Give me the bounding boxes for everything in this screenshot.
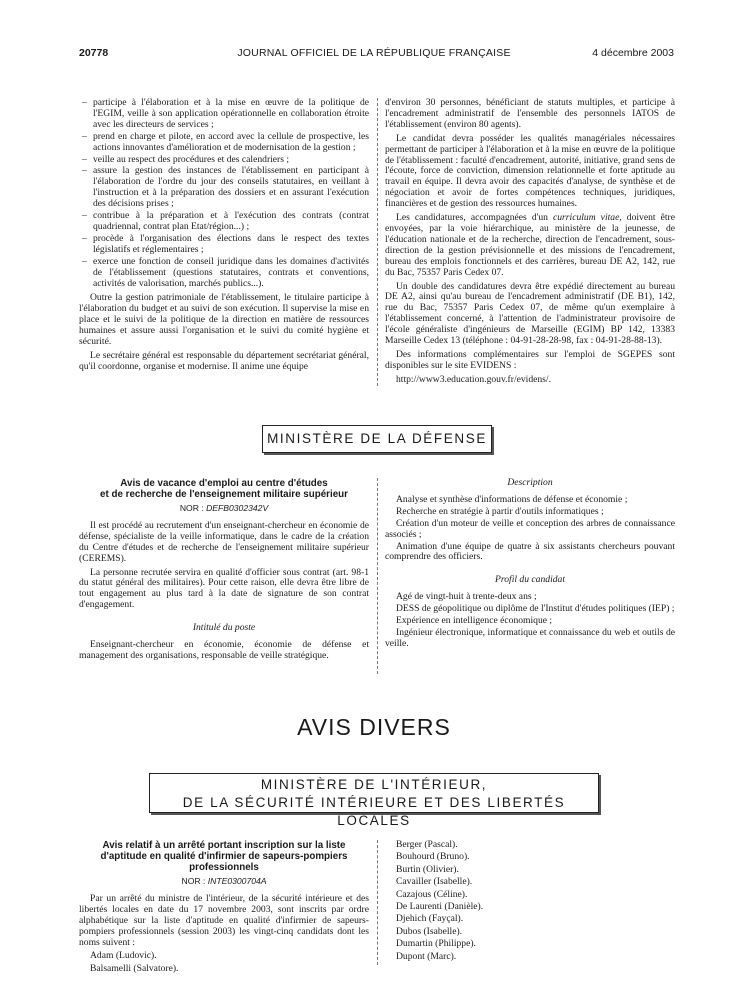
paragraph: d'environ 30 personnes, bénéficiant de statuts multiples, et participe à l'encadrement administratif de l'ensemble des personnels IATOS de l'établissement (environ 80 agents). — [385, 97, 675, 130]
profil-item: Ingénieur électronique, informatique et connaissance du web et outils de veille. — [385, 626, 675, 649]
nor-reference — [79, 503, 369, 514]
duty-item: – prend en charge et pilote, en accord avec la cellule de prospective, les actions innovantes d'amélioration et de modernisation de la gestion ; — [79, 132, 369, 154]
ministry-defense-title: MINISTÈRE DE LA DÉFENSE — [267, 431, 487, 446]
nor-label: NOR : — [179, 503, 207, 513]
section-heading-avis-divers: AVIS DIVERS — [297, 714, 451, 740]
paragraph: Des informations complémentaires sur l'emploi de SGEPES sont disponibles sur le site EVIDENS : — [385, 348, 675, 371]
duty-item: – veille au respect des procédures et des calendriers ; — [79, 155, 369, 166]
paragraph: La personne recrutée servira en qualité d'officier sous contrat (art. 98-1 du statut général des militaires). Pour cette raison, elle devra être libre de tout engagement au plus tard à la date de signature de son contrat d'engagement. — [79, 566, 369, 611]
text-run: , doivent être envoyées, par la voie hiérarchique, au ministère de la jeunesse, de l'éducation nationale et de la recherche, direction de l'encadrement, sous-direction de la gestion prévisionnelle et des missions de l'encadrement, bureau des emplois fonctionnels et des carrières, bureau DE A2, 142, rue du Bac, 75357 Paris Cedex 07. — [385, 212, 676, 278]
candidate-name: Dubos (Isabelle). — [396, 925, 463, 937]
candidate-name: Burtin (Olivier). — [396, 863, 459, 875]
defense-right-column — [385, 478, 675, 651]
description-item: Création d'un moteur de veille et conception des arbres de connaissance associés ; — [385, 517, 675, 540]
top-left-column — [79, 98, 369, 376]
candidate-name: Dumartin (Philippe). — [396, 938, 476, 950]
paragraph: Outre la gestion patrimoniale de l'établissement, le titulaire participe à l'élaboration du budget et au suivi de son exécution. Il supervise la mise en place et le suivi de la politique de la direction en matière de ressources humaines et assure aussi l'organisation et le suivi du comité hygiène et sécurité. — [79, 292, 369, 348]
column-divider — [377, 840, 378, 965]
avis-title-line: Avis de vacance d'emploi au centre d'études — [120, 478, 328, 489]
duty-item: – contribue à la préparation et à l'exécution des contrats (contrat quadriennal, contrat plan Etat/région...) ; — [79, 211, 369, 233]
profil-item: Expérience en intelligence économique ; — [396, 615, 553, 627]
ministry-interior-line: MINISTÈRE DE L'INTÉRIEUR, — [260, 777, 488, 792]
description-item: Recherche en stratégie à partir d'outils informatiques ; — [396, 505, 604, 517]
intitule-heading: Intitulé du poste — [192, 622, 256, 634]
duty-item: – procède à l'organisation des élections dans le respect des textes législatifs et réglementaires ; — [79, 234, 369, 256]
paragraph: Le secrétaire général est responsable du département secrétariat général, qu'il coordonne, organise et modernise. Il anime une équipe — [79, 349, 369, 372]
duty-item: – assure la gestion des instances de l'établissement en participant à l'élaboration de l'ordre du jour des conseils statutaires, en veillant à l'instruction et à la préparation des dossiers et en assurant l'exécution des décisions prises ; — [79, 166, 369, 210]
profil-item: Agé de vingt-huit à trente-deux ans ; — [396, 591, 537, 603]
interior-left-column — [79, 840, 369, 976]
candidate-name: De Laurenti (Danièle). — [396, 901, 484, 913]
paragraph: Il est procédé au recrutement d'un enseignant-chercheur en économie de défense, spécialiste de la veille informatique, dans le cadre de la création du Centre d'études et de recherche de l'enseignement militaire supérieur (CEREMS). — [79, 519, 369, 564]
candidate-name: Djehich (Fayçal). — [396, 913, 464, 925]
column-divider — [377, 478, 378, 674]
candidate-name: Cavailler (Isabelle). — [396, 876, 473, 888]
description-item: Animation d'une équipe de quatre à six assistants chercheurs pouvant comprendre des officiers. — [385, 540, 675, 563]
paragraph: Le candidat devra posséder les qualités managériales nécessaires permettant de participer à l'élaboration et à la mise en œuvre de la politique de l'établissement : faculté d'encadrement, autorité, initiative, grand sens de l'écoute, force de conviction, dimension relationnelle et forte aptitude au travail en équipe. Il devra avoir des capacités d'analyse, de synthèse et de négociation et avoir de fortes compétences techniques, juridiques, financières et de gestion des ressources humaines. — [385, 132, 675, 210]
nor-code: DEFB0302342V — [206, 503, 269, 513]
paragraph — [385, 213, 675, 278]
candidate-name: Dupont (Marc). — [396, 950, 457, 962]
avis-title-line: et de recherche de l'enseignement militaire supérieur — [100, 489, 348, 500]
interior-right-column — [396, 840, 656, 964]
candidate-name: Cazajous (Céline). — [396, 888, 468, 900]
duty-item: – participe à l'élaboration et à la mise en œuvre de la politique de l'EGIM, veille à son application opérationnelle en collaboration étroite avec les directeurs de services ; — [79, 98, 369, 131]
description-list — [385, 495, 675, 563]
issue-date: 4 décembre 2003 — [592, 47, 674, 59]
description-heading: Description — [507, 477, 553, 488]
ministry-interior-line: DE LA SÉCURITÉ INTÉRIEURE ET DES LIBERTÉS LOCALES — [182, 795, 566, 828]
defense-left-column — [79, 478, 369, 665]
ministry-interior-box — [149, 773, 599, 828]
candidate-name: Adam (Ludovic). — [90, 950, 157, 962]
italic-term: curriculum vitae — [553, 212, 620, 224]
description-item: Analyse et synthèse d'informations de défense et économie ; — [396, 493, 628, 505]
paragraph: Enseignant-chercheur en économie, économie de défense et management des organisations, responsable de veille stratégique. — [79, 639, 369, 661]
duties-list — [79, 98, 369, 289]
paragraph: Un double des candidatures devra être expédié directement au bureau DE A2, ainsi qu'au bureau de l'encadrement administratif (DE B1), 142, rue du Bac, 75357 Paris Cedex 07, de même qu'un exemplaire à l'établissement concerné, à l'attention de l'administrateur provisoire de l'école généraliste d'ingénieurs de Marseille (EGIM) BP 142, 13383 Marseille Cedex 13 (téléphone : 04-91-28-28-98, fax : 04-91-28-88-13). — [385, 280, 675, 347]
candidate-name: Balsamelli (Salvatore). — [90, 962, 179, 974]
candidate-name: Berger (Pascal). — [396, 839, 458, 850]
duty-item: – exerce une fonction de conseil juridique dans les domaines d'activités de l'établissement (questions statutaires, contrats et conventions, activités de valorisation, marchés publics...). — [79, 257, 369, 290]
evidens-url[interactable]: http://www3.education.gouv.fr/evidens/. — [396, 373, 551, 385]
journal-title: JOURNAL OFFICIEL DE LA RÉPUBLIQUE FRANÇAISE — [237, 47, 511, 59]
candidate-name: Bouhourd (Bruno). — [396, 851, 470, 863]
profil-list — [385, 592, 675, 650]
text-run: Les candidatures, accompagnées d'un — [396, 212, 553, 224]
nor-reference — [79, 876, 369, 887]
profil-item: DESS de géopolitique ou diplôme de l'Institut d'études politiques (IEP) ; — [396, 603, 675, 615]
nor-code: INTE0300704A — [207, 876, 267, 886]
ministry-defense-box — [262, 425, 492, 453]
page-number: 20778 — [79, 47, 109, 59]
paragraph: Par un arrêté du ministre de l'intérieur, de la sécurité intérieure et des libertés locales en date du 17 novembre 2003, sont inscrits par ordre alphabétique sur la liste d'aptitude en qualité d'infirmier de sapeurs-pompiers professionnels (session 2003) les vingt-cinq candidats dont les noms suivent : — [79, 892, 369, 948]
avis-title: Avis relatif à un arrêté portant inscription sur la liste d'aptitude en qualité d'infirmier de sapeurs-pompiers professionnels — [100, 840, 348, 873]
names-list — [79, 951, 369, 974]
column-divider — [377, 98, 378, 386]
nor-label: NOR : — [181, 876, 208, 886]
top-right-column — [385, 98, 675, 389]
profil-heading: Profil du candidat — [495, 574, 565, 586]
